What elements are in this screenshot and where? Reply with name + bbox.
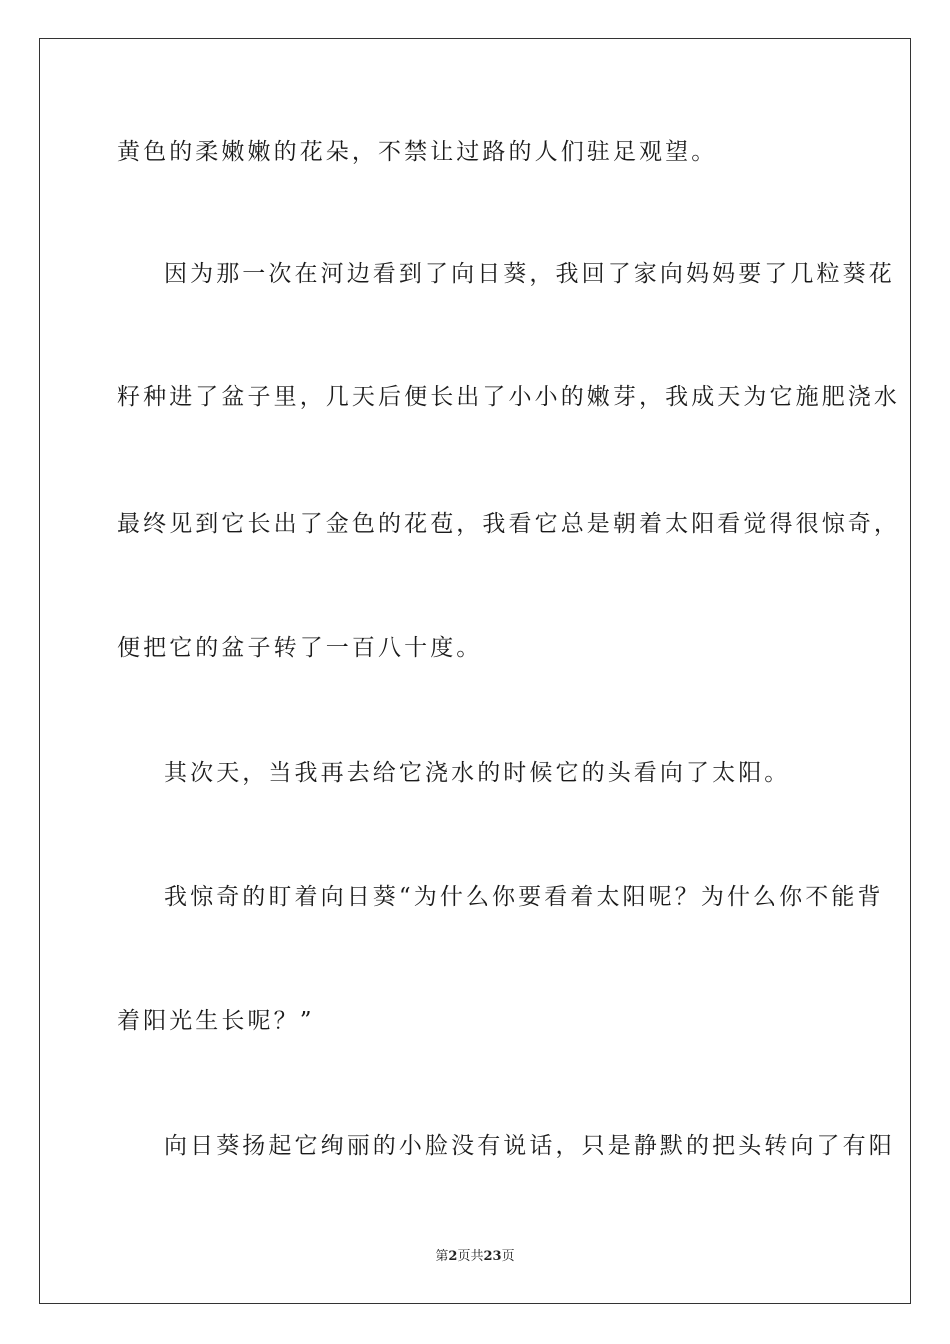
- paragraph-line-2: 因为那一次在河边看到了向日葵，我回了家向妈妈要了几粒葵花: [164, 261, 895, 287]
- paragraph-line-7: 我惊奇的盯着向日葵“为什么你要看着太阳呢？为什么你不能背: [164, 884, 884, 910]
- total-prefix: 共: [470, 1249, 484, 1264]
- paragraph-line-1: 黄色的柔嫩嫩的花朵，不禁让过路的人们驻足观望。: [117, 139, 718, 165]
- paragraph-line-9: 向日葵扬起它绚丽的小脸没有说话，只是静默的把头转向了有阳: [164, 1133, 895, 1159]
- page-footer: [0, 1248, 950, 1266]
- page-prefix: 第: [435, 1249, 449, 1264]
- paragraph-line-3: 籽种进了盆子里，几天后便长出了小小的嫩芽，我成天为它施肥浇水: [117, 384, 900, 410]
- paragraph-line-4: 最终见到它长出了金色的花苞，我看它总是朝着太阳看觉得很惊奇，: [117, 511, 900, 537]
- total-suffix: 页: [501, 1249, 515, 1264]
- page-border: [39, 38, 911, 1304]
- paragraph-line-6: 其次天，当我再去给它浇水的时候它的头看向了太阳。: [164, 760, 791, 786]
- total-page-count: 23: [483, 1249, 502, 1264]
- paragraph-line-5: 便把它的盆子转了一百八十度。: [117, 635, 483, 661]
- current-page-number: 2: [448, 1249, 458, 1264]
- page-suffix: 页: [457, 1249, 471, 1264]
- paragraph-line-8: 着阳光生长呢？”: [117, 1008, 315, 1034]
